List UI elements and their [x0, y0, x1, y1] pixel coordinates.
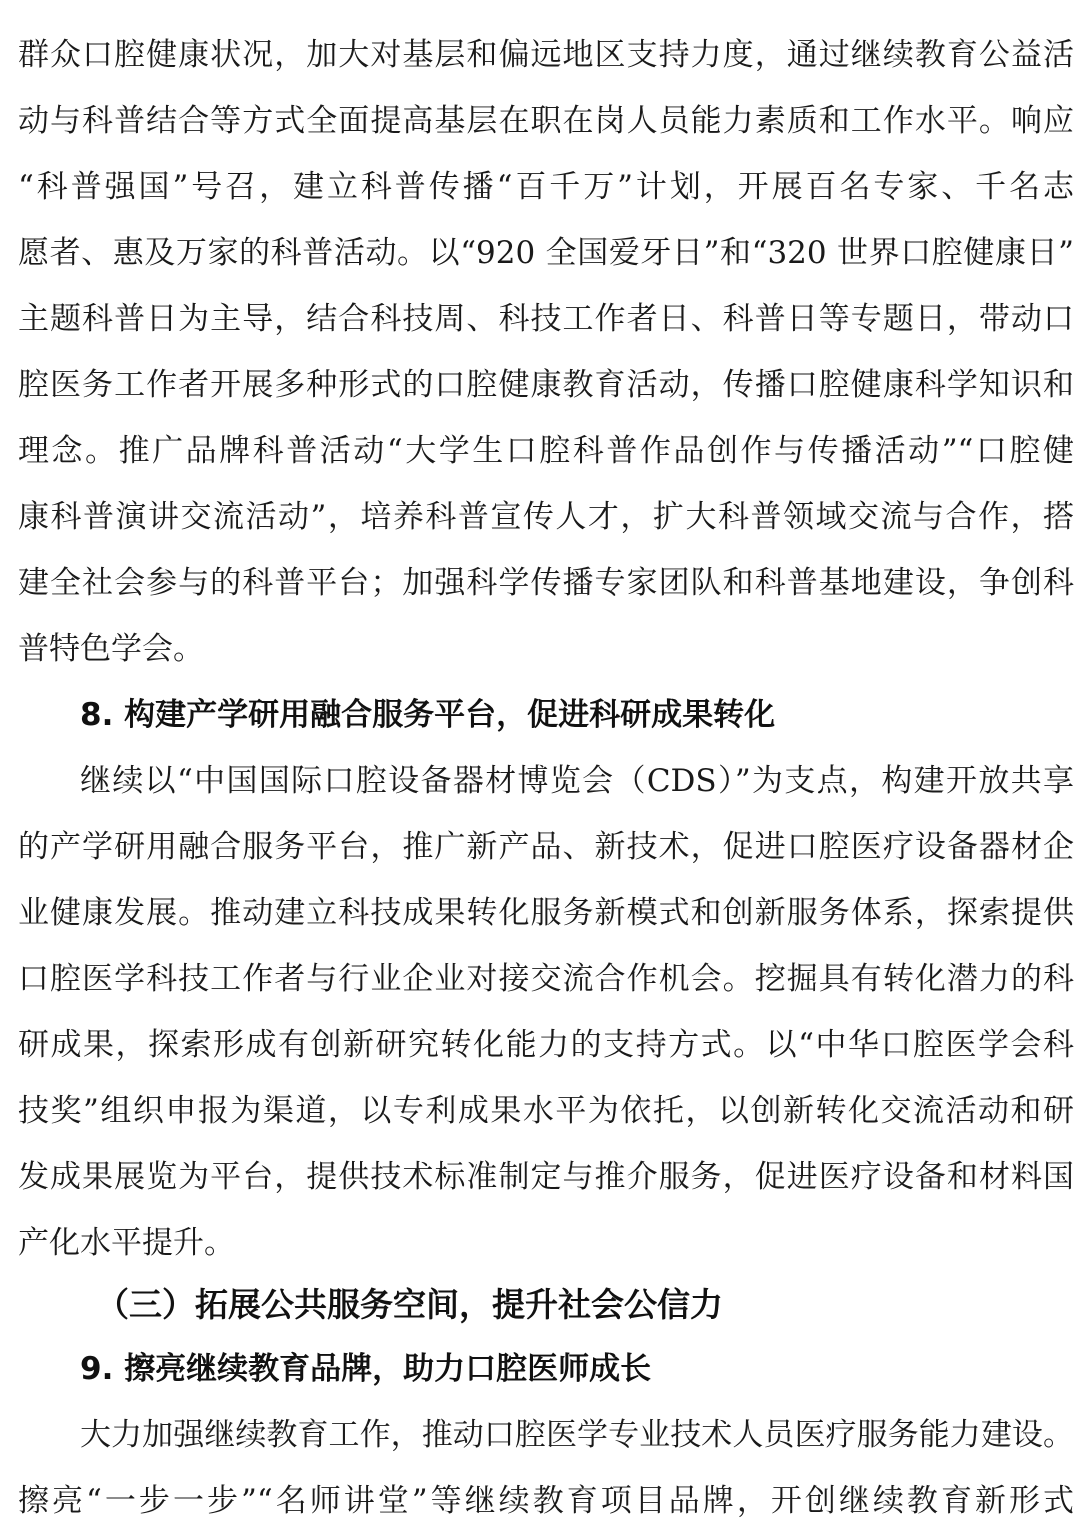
body-text-line: 建全社会参与的科普平台；加强科学传播专家团队和科普基地建设，争创科 — [18, 565, 1074, 601]
heading-item-8: 8. 构建产学研用融合服务平台，促进科研成果转化 — [80, 697, 776, 733]
body-text-line: 业健康发展。推动建立科技成果转化服务新模式和创新服务体系，探索提供 — [18, 895, 1074, 931]
body-text-line: 康科普演讲交流活动”，培养科普宣传人才，扩大科普领域交流与合作，搭 — [18, 499, 1074, 535]
body-text-line: 的产学研用融合服务平台，推广新产品、新技术，促进口腔医疗设备器材企 — [18, 829, 1074, 865]
body-text-line: “科普强国”号召，建立科普传播“百千万”计划，开展百名专家、千名志 — [18, 169, 1074, 205]
body-text-line: 发成果展览为平台，提供技术标准制定与推介服务，促进医疗设备和材料国 — [18, 1159, 1074, 1195]
body-text-line: 愿者、惠及万家的科普活动。以“920 全国爱牙日”和“320 世界口腔健康日” — [18, 235, 1074, 271]
body-text-line: 动与科普结合等方式全面提高基层在职在岗人员能力素质和工作水平。响应 — [18, 103, 1074, 139]
heading-item-9: 9. 擦亮继续教育品牌，助力口腔医师成长 — [80, 1351, 652, 1387]
body-text-line: 技奖”组织申报为渠道，以专利成果水平为依托，以创新转化交流活动和研 — [18, 1093, 1074, 1129]
body-text-line: 产化水平提升。 — [18, 1225, 235, 1261]
document-page — [18, 0, 1074, 1536]
body-text-line: 主题科普日为主导，结合科技周、科技工作者日、科普日等专题日，带动口 — [18, 301, 1074, 337]
section-heading-3: （三）拓展公共服务空间，提升社会公信力 — [96, 1285, 723, 1324]
body-text-line: 群众口腔健康状况，加大对基层和偏远地区支持力度，通过继续教育公益活 — [18, 37, 1074, 73]
body-text-line: 普特色学会。 — [18, 631, 204, 667]
body-text-line: 口腔医学科技工作者与行业企业对接交流合作机会。挖掘具有转化潜力的科 — [18, 961, 1074, 997]
body-text-line: 理念。推广品牌科普活动“大学生口腔科普作品创作与传播活动”“口腔健 — [18, 433, 1074, 469]
body-text-line: 研成果，探索形成有创新研究转化能力的支持方式。以“中华口腔医学会科 — [18, 1027, 1074, 1063]
body-text-line: 继续以“中国国际口腔设备器材博览会（CDS）”为支点，构建开放共享 — [80, 763, 1074, 799]
body-text-line: 擦亮“一步一步”“名师讲堂”等继续教育项目品牌，开创继续教育新形式 — [18, 1483, 1074, 1519]
body-text-line: 腔医务工作者开展多种形式的口腔健康教育活动，传播口腔健康科学知识和 — [18, 367, 1074, 403]
body-text-line: 大力加强继续教育工作，推动口腔医学专业技术人员医疗服务能力建设。 — [80, 1417, 1074, 1453]
